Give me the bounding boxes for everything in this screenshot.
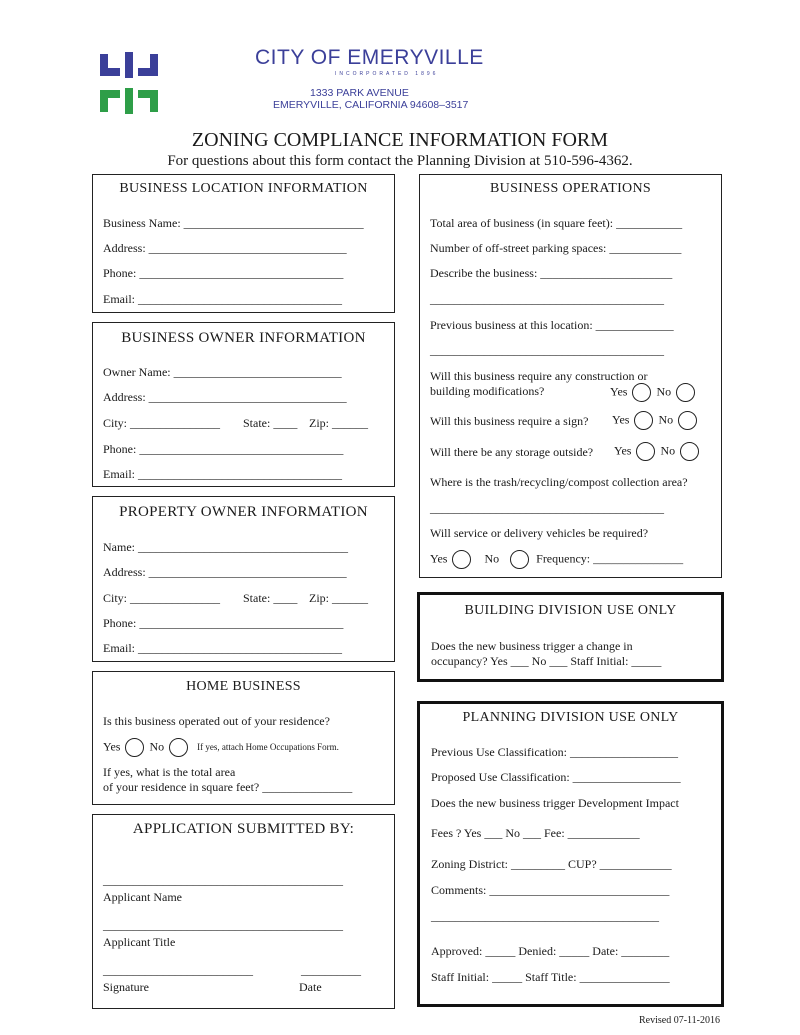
business-location-section bbox=[92, 174, 395, 313]
zoning-district-field[interactable]: Zoning District: _________ CUP? ____________ bbox=[431, 857, 672, 871]
previous-business-line[interactable]: _______________________________________ bbox=[430, 343, 664, 357]
owner-address-field[interactable]: Address: _________________________________ bbox=[103, 390, 347, 404]
residence-question: Is this business operated out of your residence? bbox=[103, 714, 330, 728]
construction-question-line-2: building modifications? bbox=[430, 384, 545, 398]
describe-business-field[interactable]: Describe the business: ______________________ bbox=[430, 266, 673, 280]
sign-options bbox=[612, 411, 699, 430]
city-name: CITY OF EMERYVILLE bbox=[255, 46, 484, 69]
storage-question: Will there be any storage outside? bbox=[430, 445, 594, 459]
comments-line[interactable]: ______________________________________ bbox=[431, 909, 659, 923]
form-title: ZONING COMPLIANCE INFORMATION FORM bbox=[191, 129, 609, 151]
no-label: No bbox=[149, 739, 165, 754]
home-business-section bbox=[92, 671, 395, 805]
no-label: No bbox=[484, 551, 500, 566]
business-operations-section bbox=[419, 174, 722, 578]
business-name-field[interactable]: Business Name: ______________________________ bbox=[103, 216, 364, 230]
signature-line[interactable]: _________________________ bbox=[103, 963, 253, 977]
property-zip-field[interactable]: Zip: ______ bbox=[309, 591, 368, 605]
yes-label: Yes bbox=[430, 551, 448, 566]
occupancy-question: Does the new business trigger a change in bbox=[431, 639, 633, 653]
yes-label: Yes bbox=[614, 443, 632, 458]
applicant-title-line[interactable]: ________________________________________ bbox=[103, 918, 343, 932]
sign-no-radio[interactable] bbox=[678, 411, 697, 430]
area-question-line-1: If yes, what is the total area bbox=[103, 765, 236, 779]
residence-area-field[interactable]: of your residence in square feet? _______________ bbox=[103, 780, 353, 794]
previous-use-field[interactable]: Previous Use Classification: __________________ bbox=[431, 745, 678, 759]
property-phone-field[interactable]: Phone: __________________________________ bbox=[103, 616, 344, 630]
vehicles-yes-radio[interactable] bbox=[452, 550, 471, 569]
business-owner-section bbox=[92, 322, 395, 487]
form-subtitle: For questions about this form contact the Planning Division at 510-596-4362. bbox=[167, 153, 633, 169]
owner-phone-field[interactable]: Phone: __________________________________ bbox=[103, 442, 344, 456]
applicant-name-label: Applicant Name bbox=[103, 890, 182, 904]
applicant-name-line[interactable]: ________________________________________ bbox=[103, 873, 343, 887]
yes-radio[interactable] bbox=[125, 738, 144, 757]
city-logo bbox=[92, 48, 166, 118]
no-label: No bbox=[656, 384, 672, 399]
property-city-field[interactable]: City: _______________ bbox=[103, 591, 221, 605]
section-title: HOME BUSINESS bbox=[186, 679, 301, 694]
home-occupation-note: If yes, attach Home Occupations Form. bbox=[197, 742, 339, 753]
section-title: BUILDING DIVISION USE ONLY bbox=[464, 603, 677, 618]
property-address-field[interactable]: Address: _________________________________ bbox=[103, 565, 347, 579]
date-line[interactable]: __________ bbox=[301, 963, 361, 977]
vehicles-question: Will service or delivery vehicles be required? bbox=[430, 526, 649, 540]
sign-question: Will this business require a sign? bbox=[430, 414, 589, 428]
development-impact-question: Does the new business trigger Development Impact bbox=[431, 796, 679, 810]
owner-email-field[interactable]: Email: __________________________________ bbox=[103, 467, 342, 481]
signature-label: Signature bbox=[103, 980, 149, 994]
vehicles-no-radio[interactable] bbox=[510, 550, 529, 569]
staff-fields[interactable]: Staff Initial: _____ Staff Title: _______________ bbox=[431, 970, 670, 984]
no-label: No bbox=[658, 412, 674, 427]
business-email-field[interactable]: Email: __________________________________ bbox=[103, 292, 342, 306]
occupancy-fields[interactable]: occupancy? Yes ___ No ___ Staff Initial: _____ bbox=[431, 654, 662, 668]
storage-options bbox=[614, 442, 701, 461]
section-title: APPLICATION SUBMITTED BY: bbox=[132, 821, 355, 837]
address-line-2: EMERYVILLE, CALIFORNIA 94608–3517 bbox=[273, 99, 469, 111]
section-title: BUSINESS OWNER INFORMATION bbox=[121, 330, 366, 346]
proposed-use-field[interactable]: Proposed Use Classification: __________________ bbox=[431, 770, 681, 784]
describe-business-line[interactable]: _______________________________________ bbox=[430, 292, 664, 306]
owner-zip-field[interactable]: Zip: ______ bbox=[309, 416, 368, 430]
owner-city-field[interactable]: City: _______________ bbox=[103, 416, 221, 430]
section-title: BUSINESS OPERATIONS bbox=[490, 181, 651, 196]
owner-state-field[interactable]: State: ____ bbox=[243, 416, 298, 430]
property-owner-section bbox=[92, 496, 395, 662]
home-business-options bbox=[103, 738, 339, 757]
property-email-field[interactable]: Email: __________________________________ bbox=[103, 641, 342, 655]
sign-yes-radio[interactable] bbox=[634, 411, 653, 430]
storage-no-radio[interactable] bbox=[680, 442, 699, 461]
address-line-1: 1333 PARK AVENUE bbox=[310, 87, 409, 99]
applicant-title-label: Applicant Title bbox=[103, 935, 176, 949]
vehicles-options bbox=[430, 550, 683, 569]
previous-business-field[interactable]: Previous business at this location: _____________ bbox=[430, 318, 674, 332]
date-label: Date bbox=[299, 980, 322, 994]
parking-spaces-field[interactable]: Number of off-street parking spaces: ____________ bbox=[430, 241, 682, 255]
yes-label: Yes bbox=[610, 384, 628, 399]
fees-field[interactable]: Fees ? Yes ___ No ___ Fee: ____________ bbox=[431, 826, 640, 840]
construction-options bbox=[610, 383, 697, 402]
yes-label: Yes bbox=[612, 412, 630, 427]
no-radio[interactable] bbox=[169, 738, 188, 757]
section-title: PLANNING DIVISION USE ONLY bbox=[462, 710, 679, 725]
property-state-field[interactable]: State: ____ bbox=[243, 591, 298, 605]
trash-line[interactable]: _______________________________________ bbox=[430, 501, 664, 515]
construction-yes-radio[interactable] bbox=[632, 383, 651, 402]
business-area-field[interactable]: Total area of business (in square feet): ___________ bbox=[430, 216, 683, 230]
approval-fields[interactable]: Approved: _____ Denied: _____ Date: ________ bbox=[431, 944, 670, 958]
revised-date: Revised 07-11-2016 bbox=[638, 1015, 720, 1026]
comments-field[interactable]: Comments: ______________________________ bbox=[431, 883, 670, 897]
no-label: No bbox=[660, 443, 676, 458]
planning-division-section bbox=[417, 701, 724, 1007]
frequency-field[interactable]: Frequency: _______________ bbox=[536, 551, 684, 566]
incorporated-text: INCORPORATED 1896 bbox=[335, 71, 439, 77]
construction-question-line-1: Will this business require any construction or bbox=[430, 369, 648, 383]
property-name-field[interactable]: Name: ___________________________________ bbox=[103, 540, 348, 554]
business-address-field[interactable]: Address: _________________________________ bbox=[103, 241, 347, 255]
application-section bbox=[92, 814, 395, 1009]
storage-yes-radio[interactable] bbox=[636, 442, 655, 461]
construction-no-radio[interactable] bbox=[676, 383, 695, 402]
section-title: PROPERTY OWNER INFORMATION bbox=[119, 504, 368, 520]
yes-label: Yes bbox=[103, 739, 121, 754]
business-phone-field[interactable]: Phone: __________________________________ bbox=[103, 266, 344, 280]
section-title: BUSINESS LOCATION INFORMATION bbox=[119, 181, 368, 196]
owner-name-field[interactable]: Owner Name: ____________________________ bbox=[103, 365, 342, 379]
building-division-section bbox=[417, 592, 724, 682]
trash-question: Where is the trash/recycling/compost collection area? bbox=[430, 475, 688, 489]
